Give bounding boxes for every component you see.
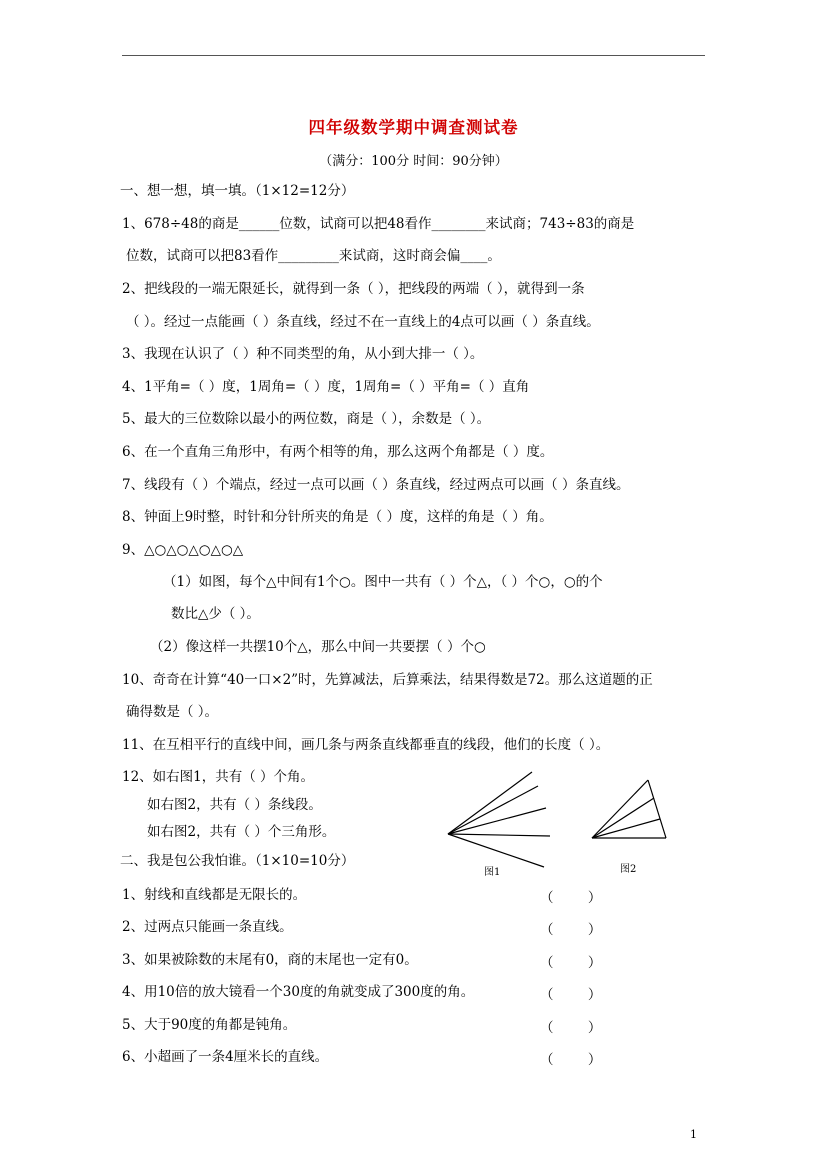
question-line: 7、线段有（ ）个端点，经过一点可以画（ ）条直线，经过两点可以画（ ）条直线。 <box>122 477 630 493</box>
judge-item: 1、射线和直线都是无限长的。 <box>122 887 307 903</box>
question-line: 8、钟面上9时整，时针和分针所夹的角是（ ）度，这样的角是（ ）角。 <box>122 509 553 525</box>
judge-item: 5、大于90度的角都是钝角。 <box>122 1017 297 1033</box>
question-line: 如右图2，共有（ ）个三角形。 <box>147 824 336 840</box>
question-line: 确得数是（ ）。 <box>126 704 219 720</box>
question-line: 1、678÷48的商是______位数，试商可以把48看作________来试商；743÷83的商是 <box>122 216 635 232</box>
question-line: 数比△少（ ）。 <box>171 606 260 622</box>
question-line: 12、如右图1，共有（ ）个角。 <box>122 769 315 785</box>
judge-item: 4、用10倍的放大镜看一个30度的角就变成了300度的角。 <box>122 984 475 1000</box>
question-line: 如右图2，共有（ ）条线段。 <box>147 797 322 813</box>
question-line: （ ）。经过一点能画（ ）条直线，经过不在一直线上的4点可以画（ ）条直线。 <box>126 314 600 330</box>
page-number: 1 <box>690 1128 697 1141</box>
figure-1-caption: 图1 <box>484 867 501 878</box>
answer-parens: （ ） <box>540 890 602 906</box>
question-line: 2、把线段的一端无限延长，就得到一条（ ），把线段的两端（ ），就得到一条 <box>122 281 585 297</box>
answer-parens: （ ） <box>540 987 602 1003</box>
question-line: （1）如图，每个△中间有1个○。图中一共有（ ）个△，（ ）个○，○的个 <box>163 574 603 590</box>
figure-1-rays <box>440 768 560 873</box>
answer-parens: （ ） <box>540 1020 602 1036</box>
answer-parens: （ ） <box>540 1052 602 1068</box>
question-line: 9、△○△○△○△○△ <box>122 542 244 558</box>
question-line: （2）像这样一共摆10个△，那么中间一共要摆（ ）个○ <box>150 639 486 655</box>
figure-2-caption: 图2 <box>620 864 637 875</box>
header-rule <box>122 55 705 56</box>
figure-2-triangle <box>586 776 678 848</box>
page-title: 四年级数学期中调查测试卷 <box>308 118 519 137</box>
judge-item: 3、如果被除数的末尾有0，商的末尾也一定有0。 <box>122 952 418 968</box>
section2-heading: 二、我是包公我怕谁。（1×10=10分） <box>120 853 355 869</box>
judge-item: 6、小超画了一条4厘米长的直线。 <box>122 1049 329 1065</box>
question-line: 11、在互相平行的直线中间，画几条与两条直线都垂直的线段，他们的长度（ ）。 <box>122 737 610 753</box>
page-subtitle: （满分：100分 时间：90分钟） <box>319 154 508 169</box>
question-line: 5、最大的三位数除以最小的两位数，商是（ ），余数是（ ）。 <box>122 411 491 427</box>
question-line: 3、我现在认识了（ ）种不同类型的角，从小到大排一（ ）。 <box>122 346 484 362</box>
question-line: 6、在一个直角三角形中，有两个相等的角，那么这两个角都是（ ）度。 <box>122 444 554 460</box>
judge-item: 2、过两点只能画一条直线。 <box>122 919 293 935</box>
answer-parens: （ ） <box>540 955 602 971</box>
question-line: 4、1平角=（ ）度，1周角=（ ）度，1周角=（ ）平角=（ ）直角 <box>122 379 530 395</box>
question-line: 10、奇奇在计算“40一口×2”时，先算减法，后算乘法，结果得数是72。那么这道题的正 <box>122 672 653 688</box>
section1-heading: 一、想一想，填一填。（1×12=12分） <box>120 183 355 199</box>
question-line: 位数，试商可以把83看作_________来试商，这时商会偏____。 <box>126 248 501 264</box>
answer-parens: （ ） <box>540 922 602 938</box>
